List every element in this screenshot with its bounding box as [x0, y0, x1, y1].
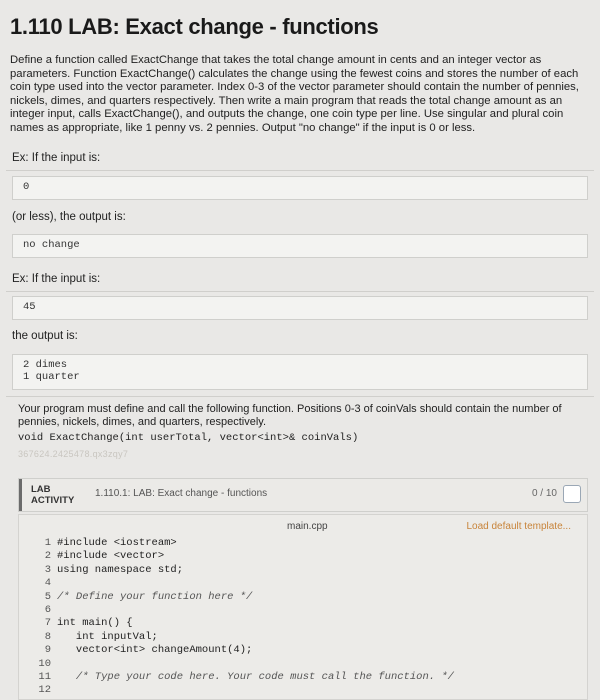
example2-middle: the output is:	[12, 330, 78, 342]
code-text: #include <iostream>	[57, 537, 177, 549]
lab-tag-line2: ACTIVITY	[31, 495, 75, 506]
code-line	[29, 577, 454, 590]
line-number: 8	[44, 630, 51, 643]
code-line	[29, 684, 454, 697]
line-number: 1	[44, 537, 51, 549]
example2-output-box	[12, 354, 588, 390]
file-name-tab[interactable]: main.cpp	[287, 521, 328, 532]
code-line	[29, 631, 454, 644]
example1-middle: (or less), the output is:	[12, 211, 126, 223]
example2-output-line: 2 dimes	[23, 359, 68, 371]
function-requirement: Your program must define and call the following function. Positions 0-3 of coinVals should contain the number of pennies, nickels, dimes, and quarters, respectively.	[18, 403, 562, 428]
watermark-id: 367624.2425478.qx3zqy7	[18, 449, 129, 459]
line-number: 11	[38, 670, 51, 683]
divider	[6, 291, 594, 292]
lab-accent-stripe	[19, 479, 22, 511]
divider	[6, 396, 594, 397]
code-line	[29, 564, 454, 577]
divider	[6, 170, 594, 171]
example1-input-box	[12, 176, 588, 200]
line-number: 2	[44, 550, 51, 563]
score-checkbox-icon	[563, 485, 581, 503]
code-line	[29, 671, 454, 684]
line-number: 10	[38, 657, 51, 670]
example1-input: 0	[23, 181, 30, 193]
example2-output-line: 1 quarter	[23, 371, 80, 383]
code-editor[interactable]	[18, 514, 588, 700]
example1-output: no change	[23, 239, 80, 251]
lab-activity-name: 1.110.1: LAB: Exact change - functions	[95, 488, 268, 499]
load-default-template-link[interactable]: Load default template...	[466, 521, 571, 532]
code-comment: /* Define your function here */	[57, 590, 253, 603]
example1-intro: Ex: If the input is:	[12, 152, 101, 164]
code-text: int inputVal;	[57, 630, 158, 643]
code-line	[29, 550, 454, 563]
lab-tag-line1: LAB	[31, 484, 51, 495]
code-line	[29, 658, 454, 671]
line-number: 9	[44, 644, 51, 657]
code-text: using namespace std;	[57, 563, 184, 576]
line-number: 12	[38, 684, 51, 697]
lab-activity-tag	[31, 484, 74, 506]
code-text: int main() {	[57, 617, 133, 630]
code-text: #include <vector>	[57, 550, 165, 563]
code-area[interactable]	[29, 537, 454, 698]
code-line	[29, 644, 454, 657]
lab-activity-bar	[18, 478, 588, 512]
code-line	[29, 604, 454, 617]
code-line	[29, 537, 454, 550]
line-number: 5	[44, 590, 51, 603]
example2-intro: Ex: If the input is:	[12, 273, 101, 285]
line-number: 3	[44, 563, 51, 576]
code-comment: /* Type your code here. Your code must call the function. */	[57, 670, 454, 683]
function-signature: void ExactChange(int userTotal, vector<int>& coinVals)	[18, 432, 359, 444]
page-title: 1.110 LAB: Exact change - functions	[10, 14, 379, 39]
example2-input-box	[12, 296, 588, 320]
example2-input: 45	[23, 301, 36, 313]
problem-description: Define a function called ExactChange that takes the total change amount in cents and an integer vector as parameters. Function ExactChange() calculates the change using the fewest coins and stores the number of each coin type used into the vector parameter. Index 0-3 of the vector parameter should contain the number of pennies, nickels, dimes, and quarters respectively. Then write a main program that reads the total change amount as an integer input, calls ExactChange(), and outputs the change, one coin type per line. Use singular and plural coin names as appropriate, like 1 penny vs. 2 pennies. Output "no change" if the input is 0 or less.	[10, 54, 579, 134]
line-number: 6	[44, 603, 51, 616]
lab-score: 0 / 10	[531, 488, 557, 499]
line-number: 4	[44, 577, 51, 590]
line-number: 7	[44, 617, 51, 630]
example1-output-box	[12, 234, 588, 258]
code-text: vector<int> changeAmount(4);	[57, 644, 253, 657]
code-line	[29, 617, 454, 630]
code-line	[29, 591, 454, 604]
